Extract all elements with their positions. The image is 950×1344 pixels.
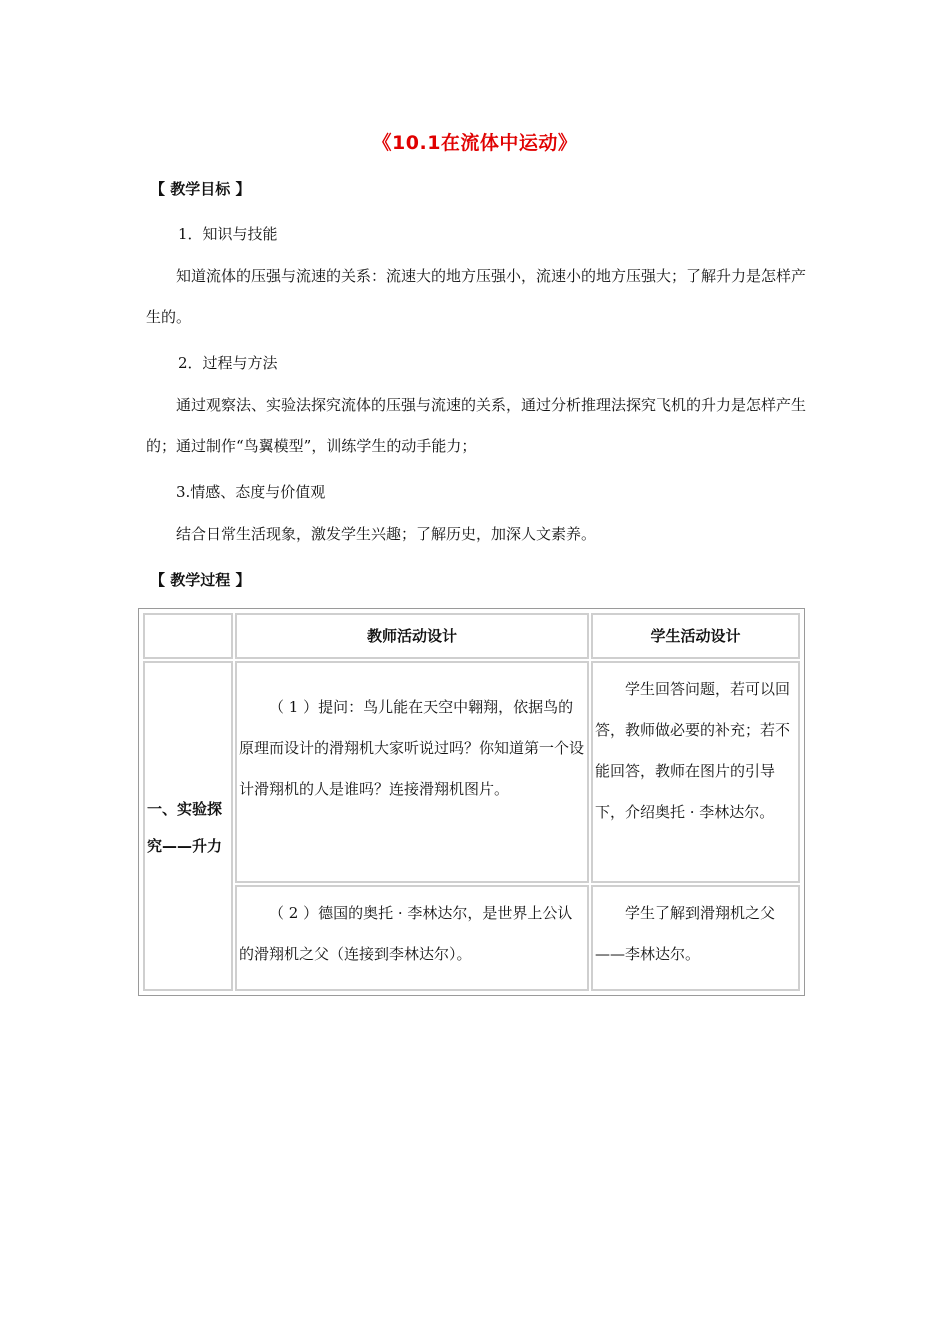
objectives-heading: 【 教学目标 】 xyxy=(150,180,251,198)
table-row-1-student-cell xyxy=(591,661,800,883)
table-row-2-teacher-cell xyxy=(235,885,589,991)
table-row-1-student-text: 学生回答问题，若可以回答，教师做必要的补充；若不能回答，教师在图片的引导下，介绍奥托 · 李林达尔。 xyxy=(595,680,791,821)
lesson-table xyxy=(138,608,805,996)
objective-3-text: 结合日常生活现象，激发学生兴趣；了解历史，加深人文素养。 xyxy=(176,525,597,543)
objective-2-text: 通过观察法、实验法探究流体的压强与流速的关系，通过分析推理法探究飞机的升力是怎样产生的；通过制作“鸟翼模型”，训练学生的动手能力； xyxy=(146,396,807,455)
table-row-2-student-text: 学生了解到滑翔机之父——李林达尔。 xyxy=(595,904,776,963)
section-label: 一、实验探究——升力 xyxy=(147,800,223,855)
student-column-header: 学生活动设计 xyxy=(650,627,741,645)
objective-3-label: 3.情感、态度与价值观 xyxy=(176,483,326,501)
teacher-header-cell xyxy=(235,613,589,659)
section-label-cell xyxy=(143,661,233,991)
objective-1-label: 1．知识与技能 xyxy=(178,225,278,243)
table-corner-cell xyxy=(143,613,233,659)
objective-1-text: 知道流体的压强与流速的关系：流速大的地方压强小，流速小的地方压强大；了解升力是怎样产生的。 xyxy=(146,267,807,326)
table-row-1-teacher-cell xyxy=(235,661,589,883)
table-row-1-teacher-text: （ 1 ）提问：鸟儿能在天空中翱翔，依据鸟的原理而设计的滑翔机大家听说过吗？你知道第一个设计滑翔机的人是谁吗？连接滑翔机图片。 xyxy=(239,698,585,798)
objective-2-label: 2．过程与方法 xyxy=(178,354,278,372)
process-heading: 【 教学过程 】 xyxy=(150,571,251,589)
student-header-cell xyxy=(591,613,800,659)
teacher-column-header: 教师活动设计 xyxy=(366,627,457,645)
table-row-2-teacher-text: （ 2 ）德国的奥托 · 李林达尔，是世界上公认的滑翔机之父（连接到李林达尔）。 xyxy=(239,904,573,963)
table-row-2-student-cell xyxy=(591,885,800,991)
document-title: 《10.1在流体中运动》 xyxy=(372,132,578,154)
